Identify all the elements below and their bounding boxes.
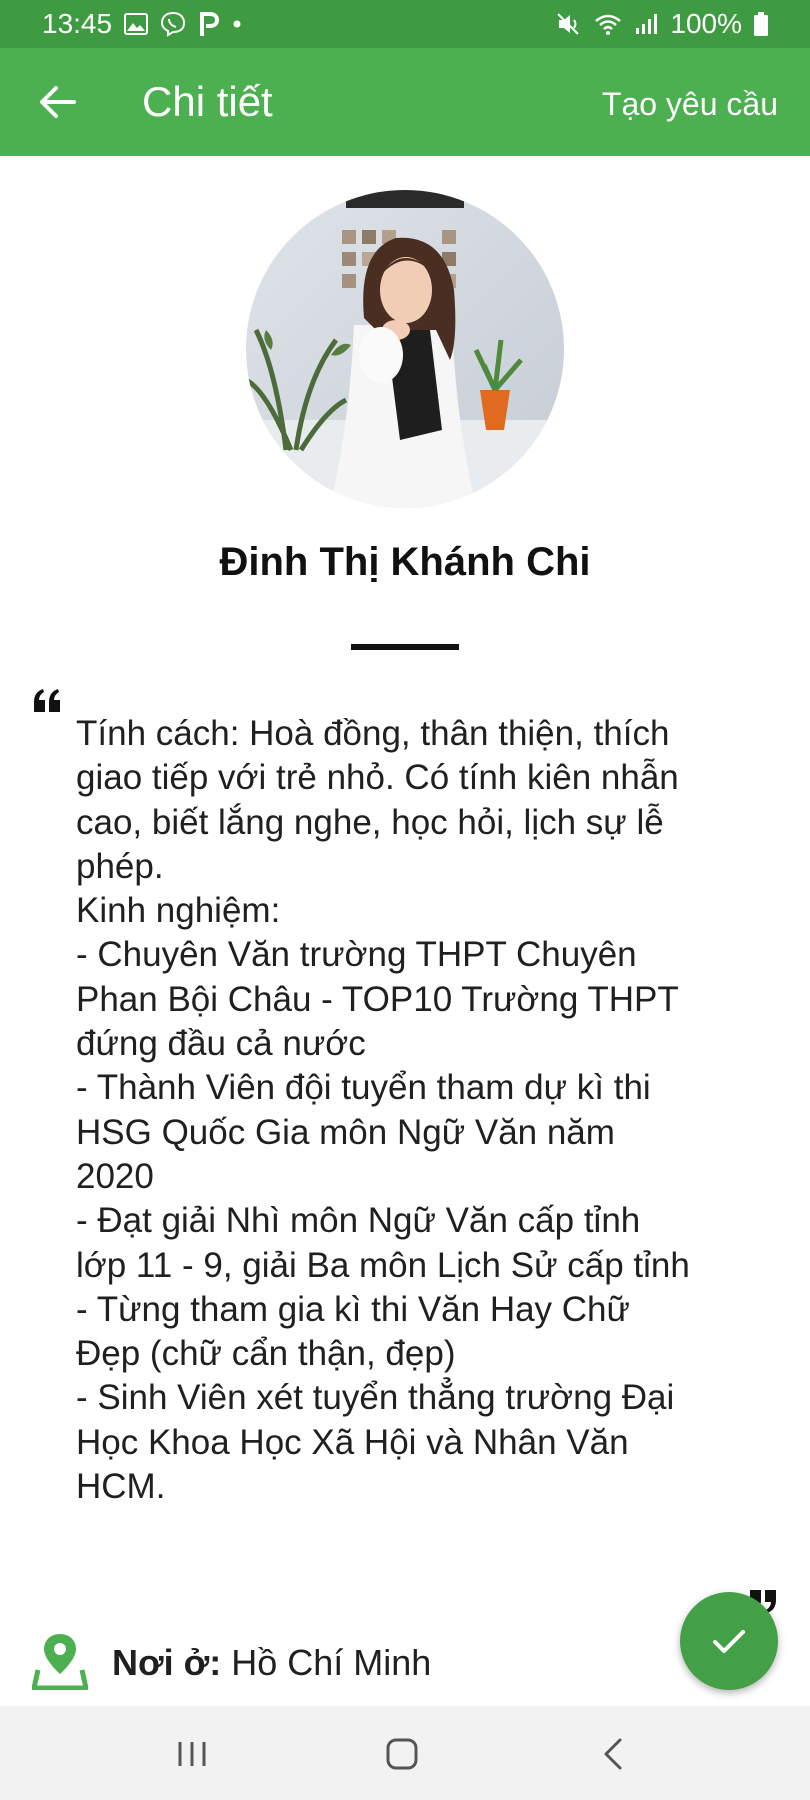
- status-time: 13:45: [42, 8, 113, 39]
- bio-line: HSG Quốc Gia môn Ngữ Văn năm: [76, 1112, 615, 1152]
- wifi-icon: [594, 12, 622, 36]
- mute-icon: [556, 12, 582, 36]
- recent-apps-icon: [172, 1734, 212, 1774]
- arrow-left-icon: [36, 80, 80, 124]
- bio-line: Học Khoa Học Xã Hội và Nhân Văn: [76, 1422, 629, 1462]
- divider: [351, 644, 459, 650]
- bio-line: Kinh nghiệm:: [76, 891, 281, 931]
- bio-line: phép.: [76, 846, 164, 886]
- app-bar: [0, 48, 810, 156]
- bio-line: - Đạt giải Nhì môn Ngữ Văn cấp tỉnh: [76, 1201, 641, 1241]
- chevron-left-icon: [594, 1734, 634, 1774]
- gallery-icon: [124, 13, 148, 35]
- bio-line: HCM.: [76, 1467, 166, 1507]
- recent-apps-button[interactable]: [172, 1734, 212, 1779]
- quote-open-icon: [32, 688, 62, 719]
- bio-line: đứng đầu cả nước: [76, 1024, 366, 1064]
- back-button[interactable]: [36, 80, 80, 124]
- notification-dot-icon: [232, 19, 242, 29]
- bio-line: Đẹp (chữ cẩn thận, đẹp): [76, 1334, 456, 1374]
- page-title: Chi tiết: [142, 78, 273, 125]
- location-label: Nơi ở:: [112, 1641, 222, 1683]
- home-button[interactable]: [382, 1734, 422, 1779]
- create-request-button[interactable]: Tạo yêu cầu: [601, 86, 778, 122]
- avatar: [246, 190, 564, 508]
- p-app-icon: [198, 11, 220, 37]
- bio-line: Tính cách: Hoà đồng, thân thiện, thích: [76, 714, 670, 753]
- bio-line: - Thành Viên đội tuyển tham dự kì thi: [76, 1068, 651, 1108]
- profile-name: Đinh Thị Khánh Chi: [219, 540, 591, 584]
- signal-icon: [634, 12, 658, 36]
- bio-line: cao, biết lắng nghe, học hỏi, lịch sự lễ: [76, 802, 664, 842]
- location-value: Hồ Chí Minh: [231, 1641, 432, 1683]
- confirm-fab-button[interactable]: [680, 1592, 778, 1690]
- check-icon: [709, 1621, 749, 1661]
- bio-line: 2020: [76, 1156, 154, 1196]
- bio-line: - Chuyên Văn trường THPT Chuyên: [76, 935, 637, 975]
- location-pin-icon: [32, 1630, 88, 1695]
- bio-line: Phan Bội Châu - TOP10 Trường THPT: [76, 979, 679, 1019]
- system-nav-bar: [0, 1706, 810, 1800]
- battery-icon: [754, 12, 768, 36]
- home-icon: [382, 1734, 422, 1774]
- bio-text: [76, 712, 756, 1509]
- bio-line: lớp 11 - 9, giải Ba môn Lịch Sử cấp tỉnh: [76, 1245, 690, 1285]
- location-row: [32, 1630, 431, 1695]
- viber-icon: [160, 11, 186, 37]
- bio-line: giao tiếp với trẻ nhỏ. Có tính kiên nhẫn: [76, 758, 679, 798]
- battery-percent: 100%: [670, 8, 742, 39]
- system-back-button[interactable]: [594, 1734, 634, 1779]
- bio-line: - Sinh Viên xét tuyển thẳng trường Đại: [76, 1378, 675, 1418]
- status-bar: [0, 0, 810, 48]
- bio-line: - Từng tham gia kì thi Văn Hay Chữ: [76, 1289, 630, 1329]
